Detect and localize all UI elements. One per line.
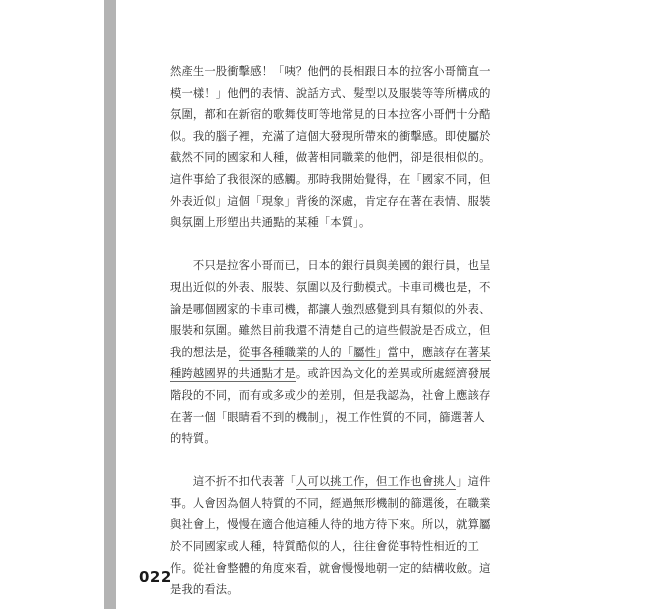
paragraph-2: [170, 255, 491, 449]
text-segment: 這不折不扣代表著「: [170, 475, 296, 489]
page-number: 022: [139, 568, 172, 586]
text-line: [170, 471, 491, 493]
text-line: 階段的不同，而有或多或少的差別，但是我認為，社會上應該存: [170, 388, 491, 402]
text-line: 事。人會因為個人特質的不同，經過無形機制的篩選後，在職業: [170, 496, 491, 510]
text-line: [170, 342, 491, 364]
text-line: [170, 363, 491, 385]
text-line: 模一樣！」他們的表情、說話方式、髮型以及服裝等等所構成的: [170, 86, 491, 100]
paragraph-3: [170, 471, 491, 601]
text-line: 不只是拉客小哥而已，日本的銀行員與美國的銀行員，也呈: [170, 259, 491, 273]
text-segment: 。或許因為文化的差異或所處經濟發展: [295, 367, 491, 381]
text-line: 是我的看法。: [170, 583, 239, 597]
underlined-highlight-text: 人可以挑工作，但工作也會挑人: [295, 475, 457, 489]
text-line: 與氛圍上形塑出共通點的某種「本質」。: [170, 216, 371, 230]
text-line: 與社會上，慢慢在適合他這種人待的地方待下來。所以，就算屬: [170, 518, 491, 532]
text-line: 氛圍，都和在新宿的歌舞伎町等地常見的日本拉客小哥們十分酷: [170, 108, 491, 122]
paragraph-1: [170, 61, 491, 234]
text-line: 外表近似」這個「現象」背後的深處，肯定存在著在表情、服裝: [170, 194, 491, 208]
text-line: 然產生一股衝擊感！「咦？他們的長相跟日本的拉客小哥簡直一: [170, 65, 491, 78]
text-line: 於不同國家或人種，特質酷似的人，往往會從事特性相近的工: [170, 540, 480, 554]
text-line: 似。我的腦子裡，充滿了這個大發現所帶來的衝擊感。即使屬於: [170, 129, 491, 143]
text-line: 這件事給了我很深的感觸。那時我開始覺得，在「國家不同，但: [170, 172, 491, 186]
page-body: [170, 61, 491, 601]
book-spine-bar: [104, 0, 116, 609]
text-line: 論是哪個國家的卡車司機，都讓人強烈感覺到具有類似的外表、: [170, 302, 491, 316]
text-line: 現出近似的外表、服裝、氛圍以及行動模式。卡車司機也是，不: [170, 280, 491, 294]
underlined-highlight-text: 種跨越國界的共通點才是: [170, 367, 296, 381]
underlined-highlight-text: 從事各種職業的人的「屬性」當中，應該存在著某: [238, 345, 491, 359]
text-line: 的特質。: [170, 432, 216, 446]
text-segment: 我的想法是，: [170, 345, 239, 359]
text-line: 作。從社會整體的角度來看，就會慢慢地朝一定的結構收斂。這: [170, 561, 491, 575]
text-segment: 」這件: [456, 475, 491, 489]
text-line: 服裝和氛圍。雖然目前我還不清楚自己的這些假說是否成立，但: [170, 324, 491, 338]
text-line: 在著一個「眼睛看不到的機制」，視工作性質的不同，篩選著人: [170, 410, 485, 424]
text-line: 截然不同的國家和人種，做著相同職業的他們，卻是很相似的。: [170, 151, 491, 165]
